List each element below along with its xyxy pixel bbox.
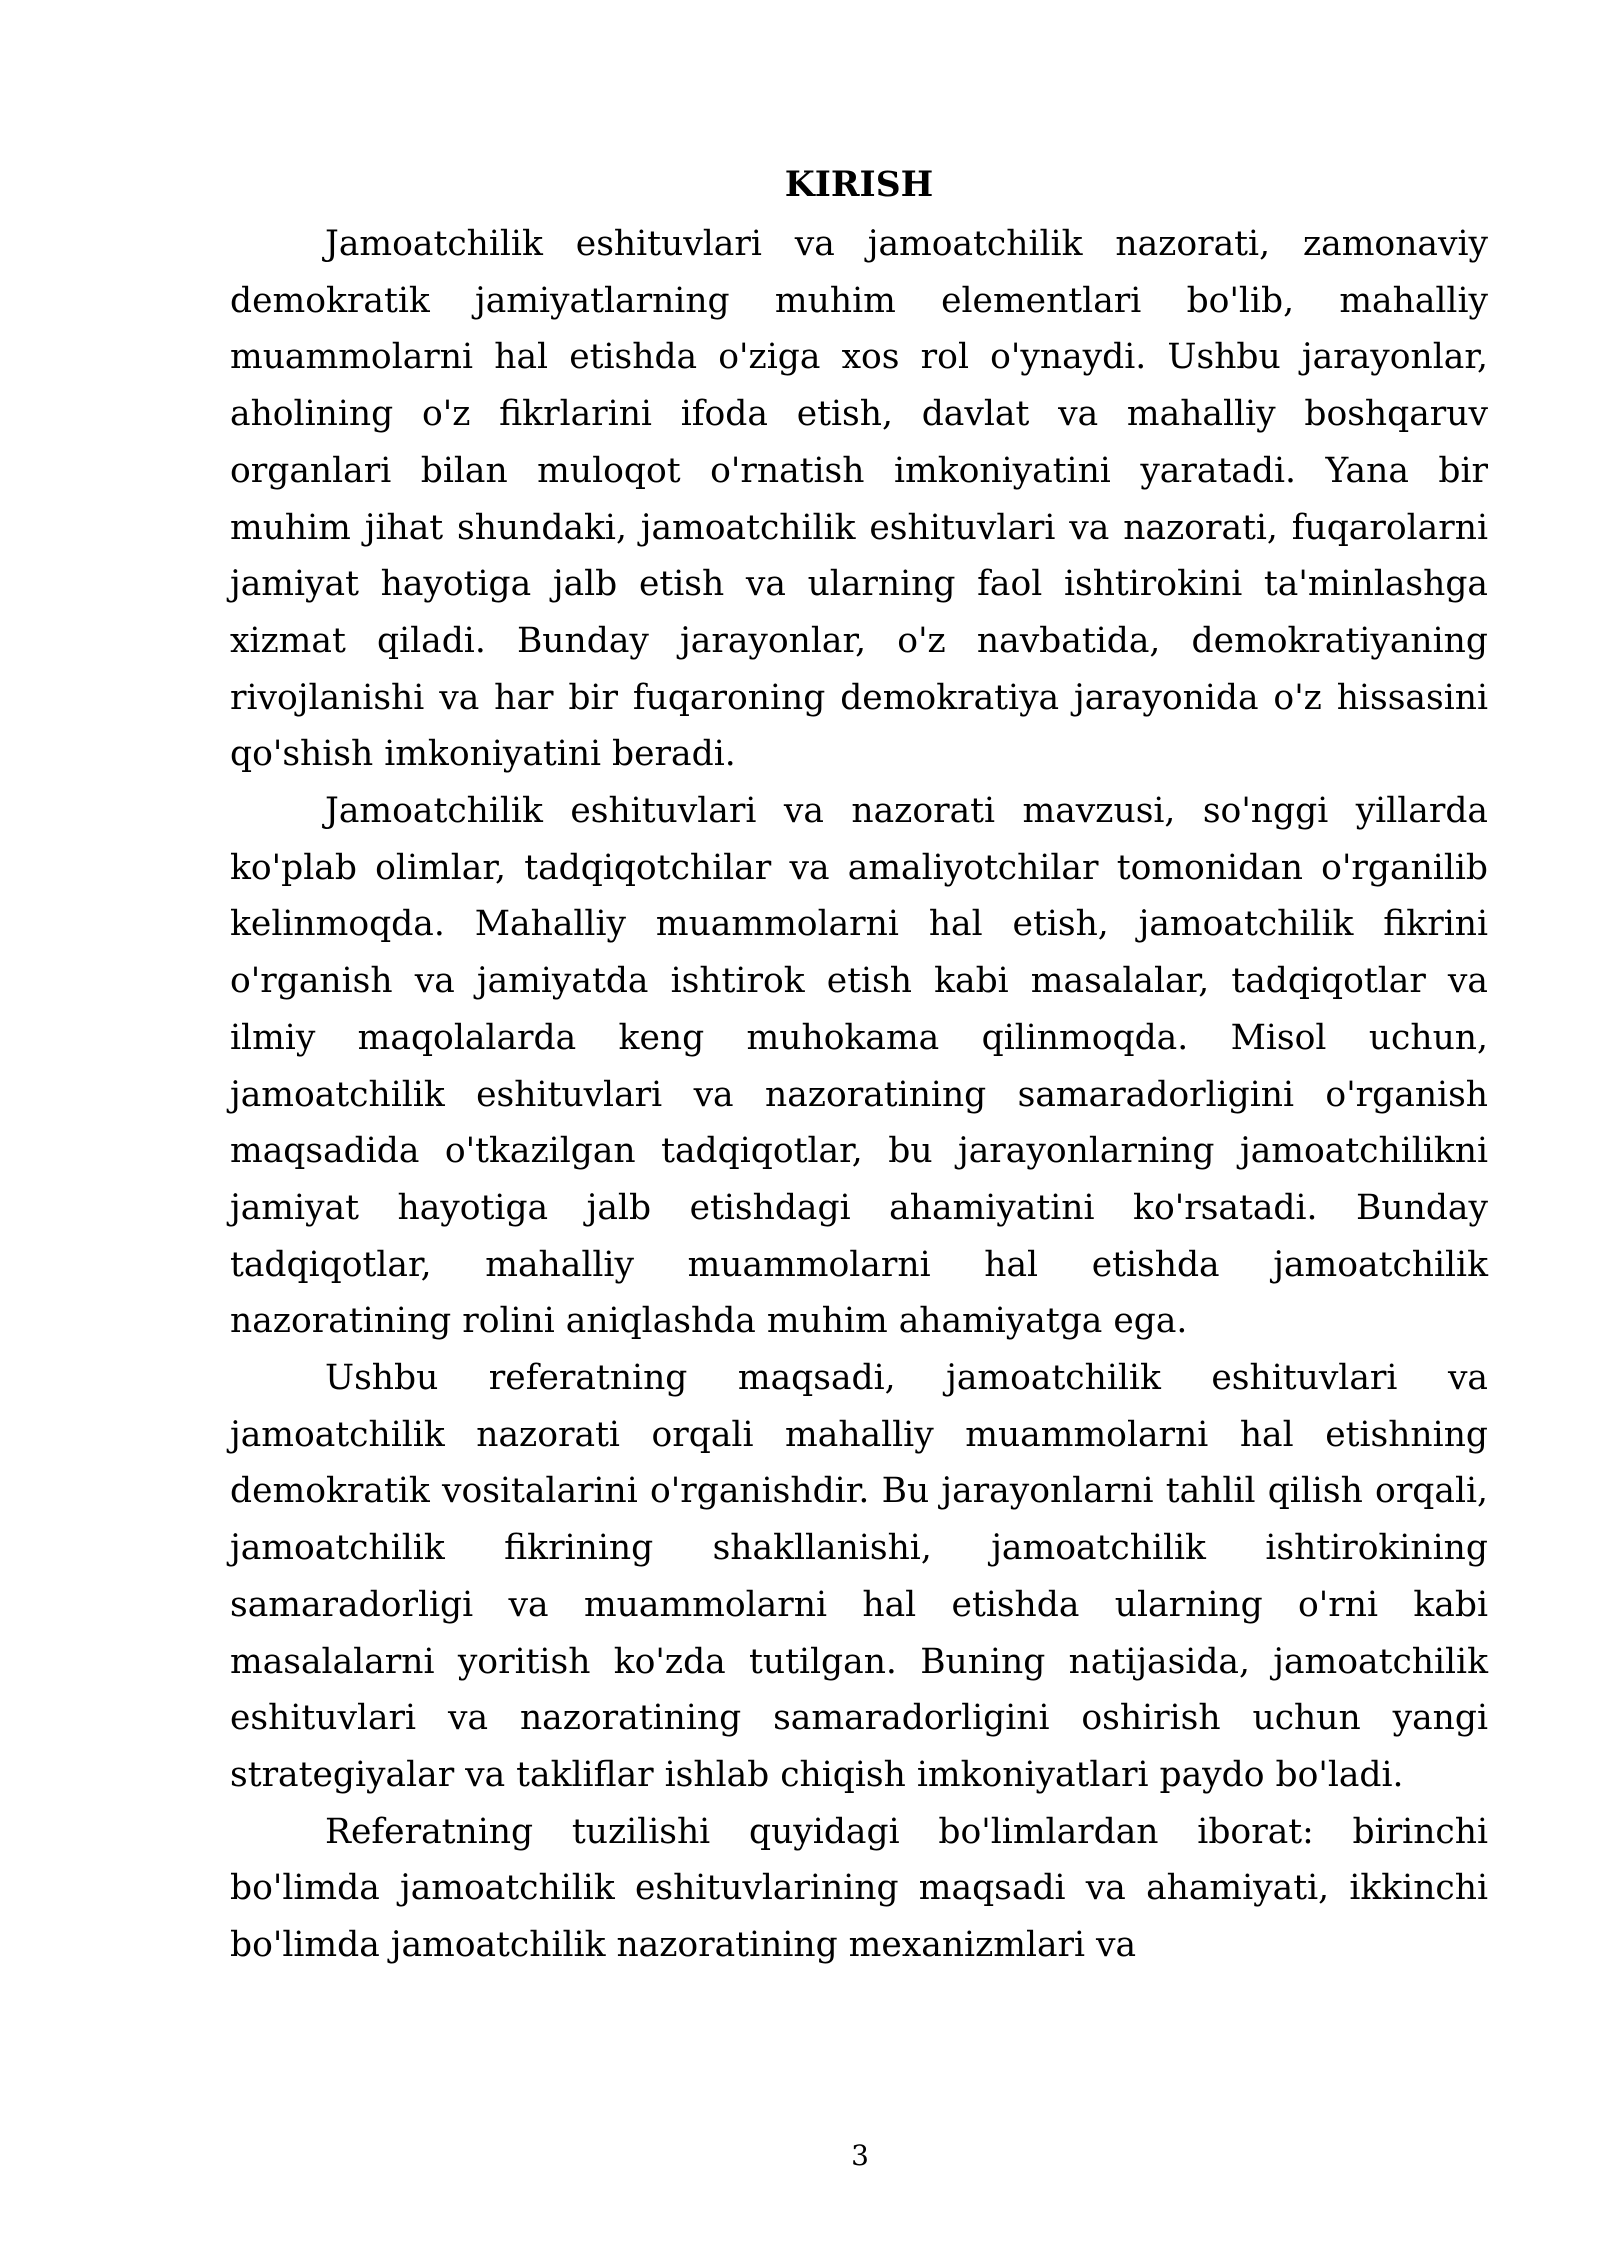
paragraph-3: Ushbu referatning maqsadi, jamoatchilik eshituvlari va jamoatchilik nazorati orqali mahalliy muammolarni hal etishning demokratik vositalarini o'rganishdir. Bu jarayonlarni tahlil qilish orqali, jamoatchilik fikrining shakllanishi, jamoatchilik ishtirokining samaradorligi va muammolarni hal etishda ularning o'rni kabi masalalarni yoritish ko'zda tutilgan. Buning natijasida, jamoatchilik eshituvlari va nazoratining samaradorligini oshirish uchun yangi strategiyalar va takliflar ishlab chiqish imkoniyatlari paydo bo'ladi. [230,1358,1488,1795]
page-number: 3 [851,2139,869,2172]
section-title: KIRISH [784,165,934,205]
paragraph-1: Jamoatchilik eshituvlari va jamoatchilik nazorati, zamonaviy demokratik jamiyatlarning muhim elementlari bo'lib, mahalliy muammolarni hal etishda o'ziga xos rol o'ynaydi. Ushbu jarayonlar, aholining o'z fikrlarini ifoda etish, davlat va mahalliy boshqaruv organlari bilan muloqot o'rnatish imkoniyatini yaratadi. Yana bir muhim jihat shundaki, jamoatchilik eshituvlari va nazorati, fuqarolarni jamiyat hayotiga jalb etish va ularning faol ishtirokini ta'minlashga xizmat qiladi. Bunday jarayonlar, o'z navbatida, demokratiyaning rivojlanishi va har bir fuqaroning demokratiya jarayonida o'z hissasini qo'shish imkoniyatini beradi. [230,224,1488,775]
paragraph-2: Jamoatchilik eshituvlari va nazorati mavzusi, so'nggi yillarda ko'plab olimlar, tadqiqotchilar va amaliyotchilar tomonidan o'rganilib kelinmoqda. Mahalliy muammolarni hal etish, jamoatchilik fikrini o'rganish va jamiyatda ishtirok etish kabi masalalar, tadqiqotlar va ilmiy maqolalarda keng muhokama qilinmoqda. Misol uchun, jamoatchilik eshituvlari va nazoratining samaradorligini o'rganish maqsadida o'tkazilgan tadqiqotlar, bu jarayonlarning jamoatchilikni jamiyat hayotiga jalb etishdagi ahamiyatini ko'rsatadi. Bunday tadqiqotlar, mahalliy muammolarni hal etishda jamoatchilik nazoratining rolini aniqlashda muhim ahamiyatga ega. [230,791,1488,1342]
page-body [230,160,1488,1974]
paragraph-4: Referatning tuzilishi quyidagi bo'limlardan iborat: birinchi bo'limda jamoatchilik eshituvlarining maqsadi va ahamiyati, ikkinchi bo'limda jamoatchilik nazoratining mexanizmlari va [230,1811,1488,1966]
